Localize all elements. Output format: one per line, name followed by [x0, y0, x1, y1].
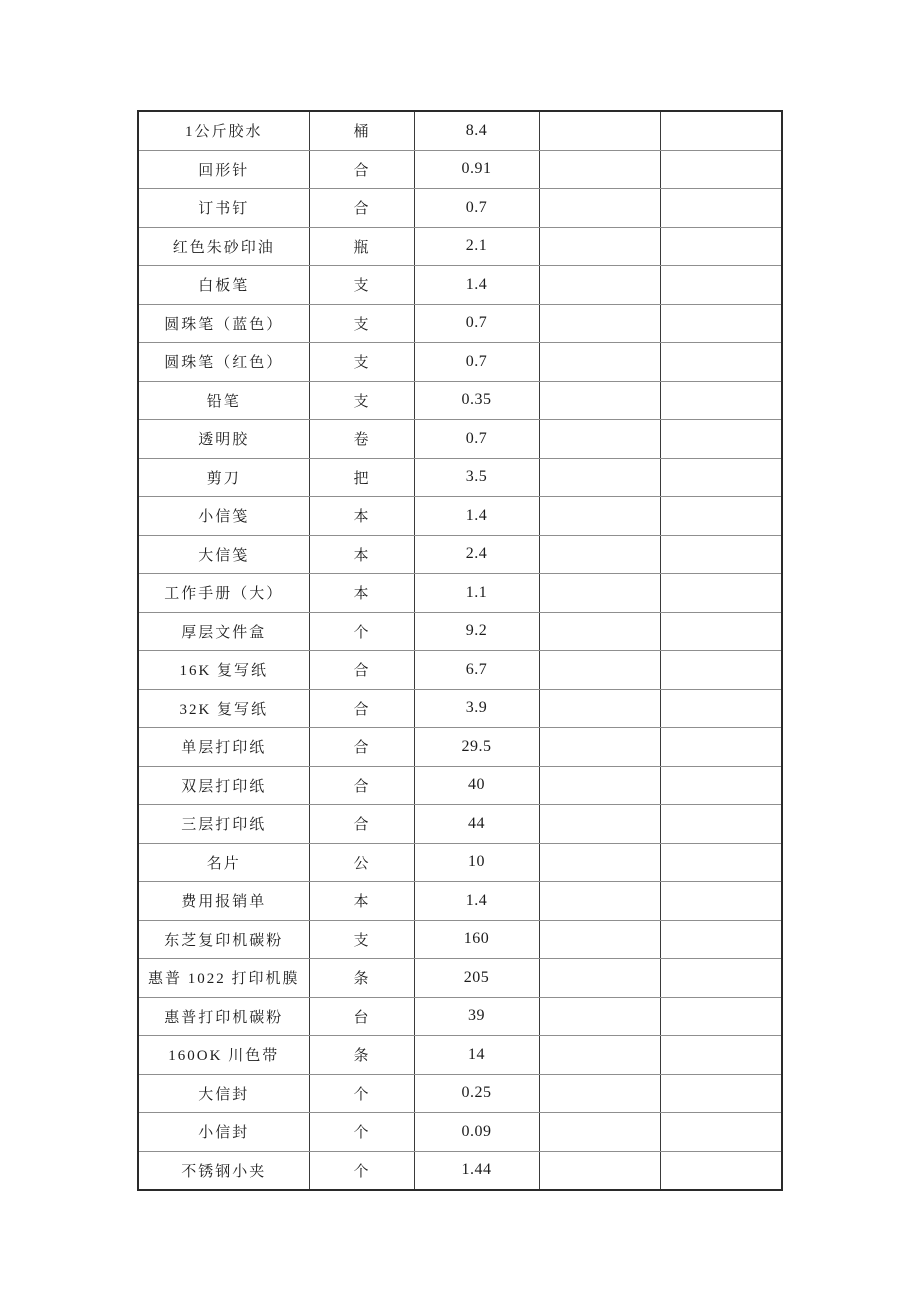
unit-price-cell: 6.7: [414, 651, 539, 690]
unit-cell: 合: [309, 651, 414, 690]
item-name-cell: 大信封: [138, 1074, 309, 1113]
item-name-cell: 东芝复印机碳粉: [138, 920, 309, 959]
item-name-cell: 工作手册（大）: [138, 574, 309, 613]
supplies-table: [137, 110, 783, 1191]
unit-price-cell: 0.35: [414, 381, 539, 420]
table-row: [138, 689, 782, 728]
table-row: [138, 458, 782, 497]
table-row: [138, 111, 782, 150]
blank-cell: [539, 766, 660, 805]
unit-cell: 卷: [309, 420, 414, 459]
blank-cell: [660, 381, 782, 420]
item-name-cell: 回形针: [138, 150, 309, 189]
blank-cell: [539, 805, 660, 844]
blank-cell: [660, 612, 782, 651]
item-name-cell: 铅笔: [138, 381, 309, 420]
unit-cell: 桶: [309, 111, 414, 150]
unit-price-cell: 205: [414, 959, 539, 998]
blank-cell: [539, 111, 660, 150]
unit-price-cell: 0.7: [414, 304, 539, 343]
unit-cell: 合: [309, 728, 414, 767]
unit-cell: 支: [309, 304, 414, 343]
item-name-cell: 厚层文件盒: [138, 612, 309, 651]
unit-cell: 合: [309, 189, 414, 228]
item-name-cell: 大信笺: [138, 535, 309, 574]
blank-cell: [539, 1113, 660, 1152]
unit-cell: 支: [309, 920, 414, 959]
blank-cell: [539, 882, 660, 921]
blank-cell: [660, 1113, 782, 1152]
table-row: [138, 1113, 782, 1152]
blank-cell: [539, 1074, 660, 1113]
table-row: [138, 227, 782, 266]
unit-cell: 支: [309, 343, 414, 382]
unit-price-cell: 1.4: [414, 497, 539, 536]
blank-cell: [539, 920, 660, 959]
unit-price-cell: 0.09: [414, 1113, 539, 1152]
unit-price-cell: 8.4: [414, 111, 539, 150]
unit-price-cell: 0.91: [414, 150, 539, 189]
table-row: [138, 266, 782, 305]
blank-cell: [539, 535, 660, 574]
item-name-cell: 惠普 1022 打印机膜: [138, 959, 309, 998]
unit-cell: 瓶: [309, 227, 414, 266]
item-name-cell: 圆珠笔（红色）: [138, 343, 309, 382]
item-name-cell: 订书钉: [138, 189, 309, 228]
blank-cell: [660, 997, 782, 1036]
item-name-cell: 名片: [138, 843, 309, 882]
table-row: [138, 1074, 782, 1113]
blank-cell: [539, 343, 660, 382]
unit-cell: 个: [309, 1074, 414, 1113]
blank-cell: [539, 574, 660, 613]
unit-cell: 合: [309, 689, 414, 728]
unit-cell: 本: [309, 497, 414, 536]
unit-price-cell: 0.7: [414, 189, 539, 228]
unit-cell: 合: [309, 805, 414, 844]
unit-price-cell: 1.4: [414, 266, 539, 305]
blank-cell: [660, 882, 782, 921]
table-row: [138, 612, 782, 651]
blank-cell: [660, 689, 782, 728]
blank-cell: [539, 843, 660, 882]
blank-cell: [660, 304, 782, 343]
item-name-cell: 16K 复写纸: [138, 651, 309, 690]
unit-price-cell: 0.25: [414, 1074, 539, 1113]
blank-cell: [660, 766, 782, 805]
blank-cell: [660, 574, 782, 613]
unit-price-cell: 40: [414, 766, 539, 805]
unit-cell: 条: [309, 959, 414, 998]
unit-price-cell: 10: [414, 843, 539, 882]
blank-cell: [660, 535, 782, 574]
blank-cell: [539, 689, 660, 728]
unit-price-cell: 1.4: [414, 882, 539, 921]
item-name-cell: 不锈钢小夹: [138, 1151, 309, 1190]
item-name-cell: 透明胶: [138, 420, 309, 459]
unit-price-cell: 14: [414, 1036, 539, 1075]
unit-price-cell: 1.44: [414, 1151, 539, 1190]
blank-cell: [539, 189, 660, 228]
blank-cell: [660, 805, 782, 844]
blank-cell: [660, 1074, 782, 1113]
blank-cell: [539, 959, 660, 998]
unit-price-cell: 160: [414, 920, 539, 959]
unit-price-cell: 1.1: [414, 574, 539, 613]
item-name-cell: 小信笺: [138, 497, 309, 536]
table-row: [138, 497, 782, 536]
supplies-table-body: [138, 111, 782, 1190]
unit-cell: 个: [309, 612, 414, 651]
unit-cell: 本: [309, 882, 414, 921]
blank-cell: [539, 150, 660, 189]
blank-cell: [660, 843, 782, 882]
item-name-cell: 白板笔: [138, 266, 309, 305]
unit-price-cell: 0.7: [414, 343, 539, 382]
unit-cell: 支: [309, 266, 414, 305]
blank-cell: [660, 959, 782, 998]
table-row: [138, 920, 782, 959]
unit-price-cell: 2.1: [414, 227, 539, 266]
table-row: [138, 997, 782, 1036]
blank-cell: [539, 266, 660, 305]
unit-price-cell: 3.5: [414, 458, 539, 497]
unit-cell: 合: [309, 150, 414, 189]
unit-price-cell: 2.4: [414, 535, 539, 574]
item-name-cell: 小信封: [138, 1113, 309, 1152]
item-name-cell: 1公斤胶水: [138, 111, 309, 150]
unit-cell: 支: [309, 381, 414, 420]
table-row: [138, 381, 782, 420]
unit-price-cell: 44: [414, 805, 539, 844]
table-row: [138, 882, 782, 921]
unit-cell: 台: [309, 997, 414, 1036]
unit-cell: 个: [309, 1113, 414, 1152]
unit-cell: 本: [309, 574, 414, 613]
unit-price-cell: 9.2: [414, 612, 539, 651]
blank-cell: [660, 420, 782, 459]
unit-cell: 条: [309, 1036, 414, 1075]
item-name-cell: 单层打印纸: [138, 728, 309, 767]
table-row: [138, 574, 782, 613]
item-name-cell: 圆珠笔（蓝色）: [138, 304, 309, 343]
blank-cell: [660, 1151, 782, 1190]
table-row: [138, 420, 782, 459]
blank-cell: [660, 343, 782, 382]
unit-price-cell: 3.9: [414, 689, 539, 728]
blank-cell: [539, 458, 660, 497]
blank-cell: [660, 920, 782, 959]
blank-cell: [660, 189, 782, 228]
blank-cell: [539, 728, 660, 767]
blank-cell: [539, 1036, 660, 1075]
blank-cell: [660, 111, 782, 150]
table-row: [138, 150, 782, 189]
blank-cell: [660, 227, 782, 266]
blank-cell: [539, 304, 660, 343]
table-row: [138, 728, 782, 767]
table-row: [138, 959, 782, 998]
unit-cell: 合: [309, 766, 414, 805]
blank-cell: [660, 458, 782, 497]
item-name-cell: 32K 复写纸: [138, 689, 309, 728]
item-name-cell: 惠普打印机碳粉: [138, 997, 309, 1036]
item-name-cell: 双层打印纸: [138, 766, 309, 805]
blank-cell: [660, 497, 782, 536]
blank-cell: [539, 420, 660, 459]
table-row: [138, 189, 782, 228]
item-name-cell: 剪刀: [138, 458, 309, 497]
item-name-cell: 三层打印纸: [138, 805, 309, 844]
blank-cell: [539, 997, 660, 1036]
table-row: [138, 343, 782, 382]
blank-cell: [660, 266, 782, 305]
blank-cell: [539, 497, 660, 536]
unit-cell: 个: [309, 1151, 414, 1190]
blank-cell: [539, 1151, 660, 1190]
unit-price-cell: 0.7: [414, 420, 539, 459]
table-row: [138, 651, 782, 690]
unit-price-cell: 39: [414, 997, 539, 1036]
blank-cell: [660, 728, 782, 767]
item-name-cell: 费用报销单: [138, 882, 309, 921]
table-row: [138, 304, 782, 343]
unit-cell: 本: [309, 535, 414, 574]
unit-cell: 公: [309, 843, 414, 882]
blank-cell: [539, 227, 660, 266]
blank-cell: [539, 612, 660, 651]
table-row: [138, 766, 782, 805]
blank-cell: [539, 381, 660, 420]
table-row: [138, 805, 782, 844]
item-name-cell: 红色朱砂印油: [138, 227, 309, 266]
item-name-cell: 160OK 川色带: [138, 1036, 309, 1075]
table-row: [138, 535, 782, 574]
unit-price-cell: 29.5: [414, 728, 539, 767]
table-row: [138, 843, 782, 882]
table-row: [138, 1036, 782, 1075]
blank-cell: [660, 150, 782, 189]
blank-cell: [660, 1036, 782, 1075]
blank-cell: [660, 651, 782, 690]
unit-cell: 把: [309, 458, 414, 497]
table-row: [138, 1151, 782, 1190]
blank-cell: [539, 651, 660, 690]
